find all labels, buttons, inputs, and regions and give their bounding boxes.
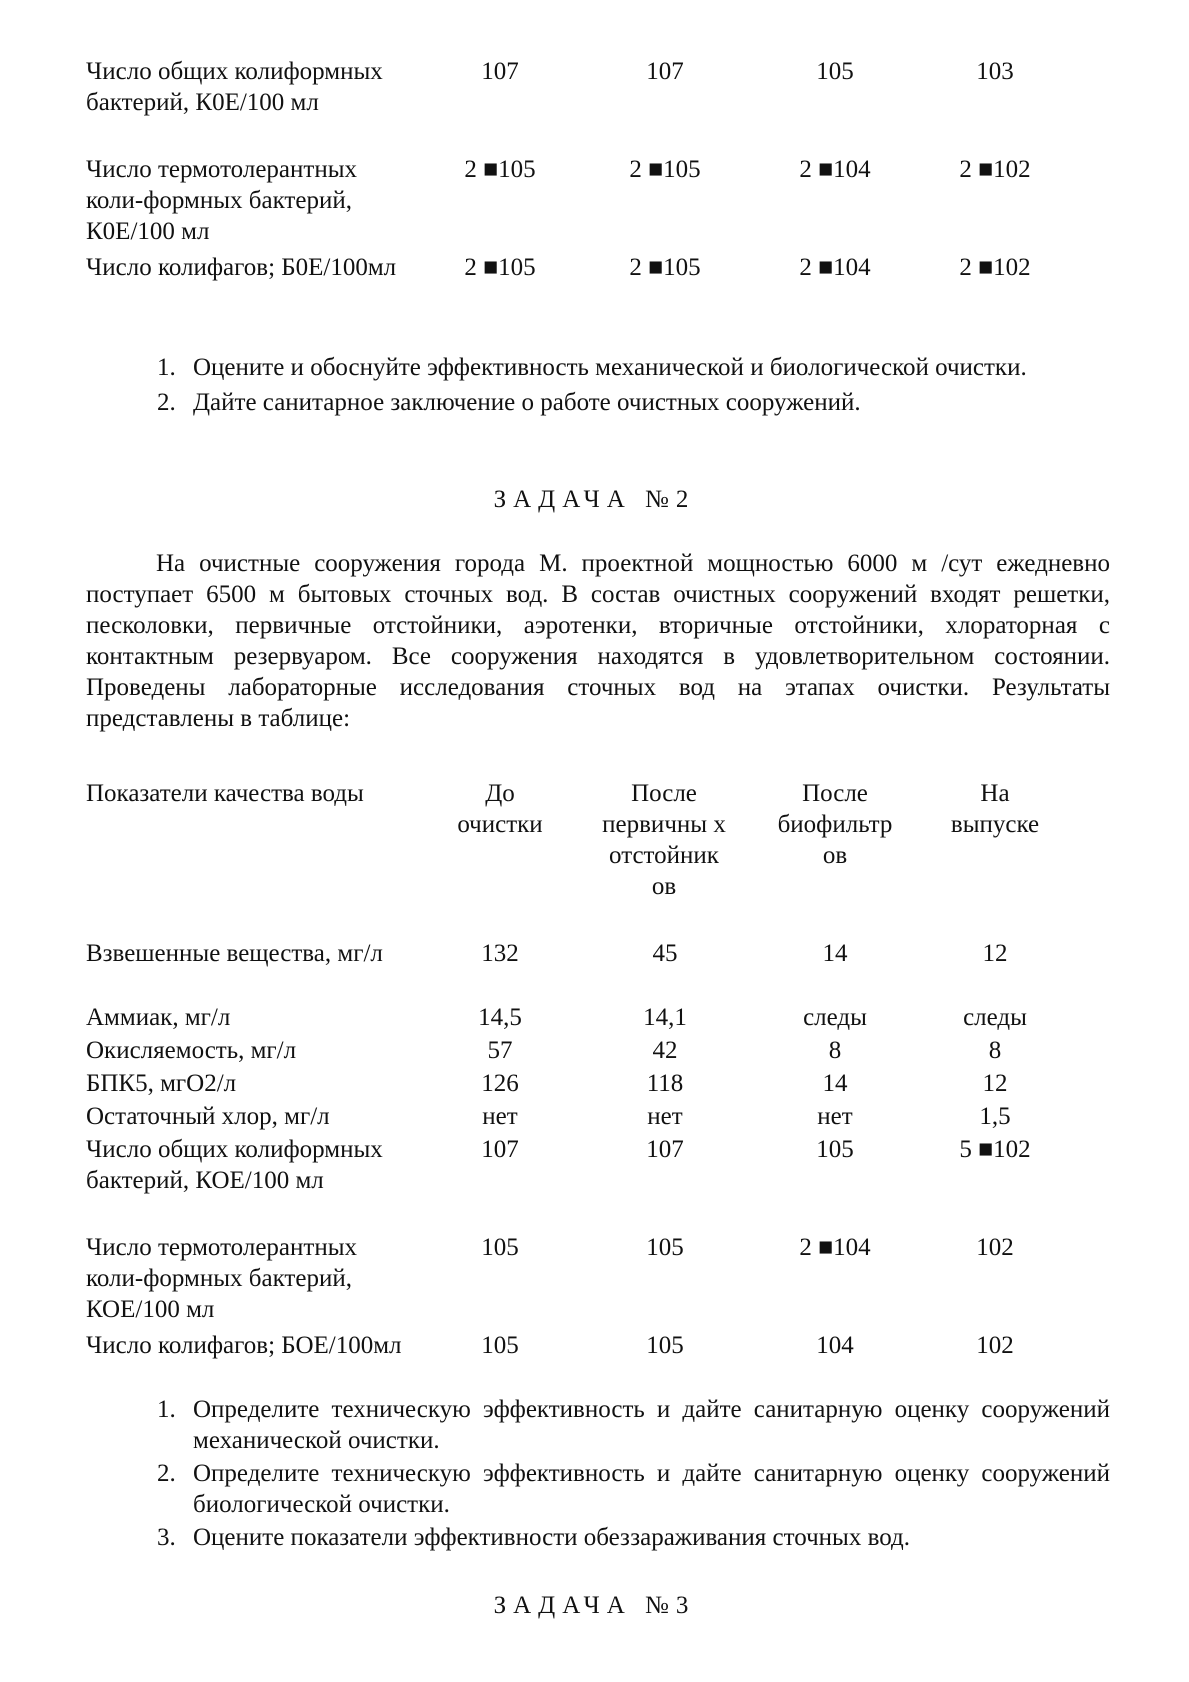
list-text: Определите техническую эффективность и дайте санитарную оценку сооружений механической очистки.	[193, 1396, 1110, 1454]
task2-heading: ЗАДАЧА №2	[493, 486, 696, 513]
row-label: Число термотолерантных коли-формных бактерий, К0Е/100 мл	[86, 156, 357, 245]
row-label: Число термотолерантных коли-формных бактерий, КОЕ/100 мл	[86, 1234, 357, 1323]
row-label: Взвешенные вещества, мг/л	[86, 940, 383, 967]
table-cell: следы	[803, 1004, 867, 1031]
list-text: Определите техническую эффективность и дайте санитарную оценку сооружений биологической очистки.	[193, 1460, 1110, 1518]
column-header: После биофильтр ов	[777, 780, 893, 869]
row-label: Аммиак, мг/л	[86, 1004, 231, 1031]
task3-heading: ЗАДАЧА №3	[493, 1592, 696, 1619]
table-cell: 105	[816, 1136, 854, 1163]
table-cell: 107	[646, 1136, 684, 1163]
task2-paragraph: На очистные сооружения города М. проектной мощностью 6000 м /сут ежедневно поступает 6500 м бытовых сточных вод. В состав очистных сооружений входят решетки, песколовки, первичные отстойники, аэротенки, вторичные отстойники, хлораторная с контактным резервуаром. Все сооружения находятся в удовлетворительном состоянии. Проведены лабораторные исследования сточных вод на этапах очистки. Результаты представлены в таблице:	[86, 550, 1110, 732]
table-cell: 14,1	[643, 1004, 687, 1031]
table-cell: 2 ■104	[799, 156, 871, 183]
list-number: 3.	[157, 1524, 176, 1551]
table-cell: 105	[646, 1234, 684, 1261]
table-cell: нет	[817, 1103, 853, 1130]
table-cell: 107	[481, 58, 519, 85]
table-cell: 105	[816, 58, 854, 85]
list-number: 2.	[157, 1460, 176, 1487]
table-cell: 105	[481, 1234, 519, 1261]
column-header: Показатели качества воды	[86, 780, 364, 807]
list-number: 1.	[157, 1396, 176, 1423]
list-number: 1.	[157, 354, 176, 381]
table-cell: 132	[481, 940, 519, 967]
table-cell: 8	[828, 1037, 842, 1064]
row-label: Окисляемость, мг/л	[86, 1037, 297, 1064]
table-cell: 2 ■105	[629, 156, 701, 183]
row-label: Число общих колиформных бактерий, КОЕ/100 мл	[86, 1136, 383, 1194]
table-cell: 2 ■104	[799, 254, 871, 281]
table-cell: 107	[646, 58, 684, 85]
list-number: 2.	[157, 389, 176, 416]
table-cell: 102	[976, 1332, 1014, 1359]
list-text: Оцените и обоснуйте эффективность механической и биологической очистки.	[193, 354, 1027, 381]
questions-list-2	[150, 1394, 1110, 1553]
table-cell: 5 ■102	[959, 1136, 1031, 1163]
list-item	[150, 1522, 1110, 1553]
table-cell: 118	[646, 1070, 684, 1097]
table-cell: 2 ■102	[959, 156, 1031, 183]
table-cell: 2 ■104	[799, 1234, 871, 1261]
table-cell: 105	[646, 1332, 684, 1359]
table-cell: 2 ■102	[959, 254, 1031, 281]
row-label: Число колифагов; БОЕ/100мл	[86, 1332, 402, 1359]
table-cell: следы	[963, 1004, 1027, 1031]
table-cell: 14	[822, 1070, 848, 1097]
table-cell: нет	[482, 1103, 518, 1130]
table-cell: 2 ■105	[464, 254, 536, 281]
table-cell: 8	[988, 1037, 1002, 1064]
row-label: Число колифагов; Б0Е/100мл	[86, 254, 397, 281]
table-cell: 126	[481, 1070, 519, 1097]
list-item	[150, 1458, 1110, 1520]
column-header: На выпуске	[950, 780, 1040, 838]
table-cell: 12	[982, 1070, 1008, 1097]
table-cell: 104	[816, 1332, 854, 1359]
table-cell: 12	[982, 940, 1008, 967]
list-text: Оцените показатели эффективности обеззараживания сточных вод.	[193, 1524, 910, 1551]
table-cell: 57	[487, 1037, 513, 1064]
list-item	[150, 387, 1110, 418]
table-cell: 107	[481, 1136, 519, 1163]
table-cell: 1,5	[979, 1103, 1011, 1130]
row-label: Остаточный хлор, мг/л	[86, 1103, 330, 1130]
row-label: БПК5, мгО2/л	[86, 1070, 237, 1097]
table-cell: 2 ■105	[629, 254, 701, 281]
table-cell: 102	[976, 1234, 1014, 1261]
column-header: После первичны х отстойник ов	[602, 780, 726, 900]
table-cell: 14,5	[478, 1004, 522, 1031]
table-cell: 105	[481, 1332, 519, 1359]
table-cell: 14	[822, 940, 848, 967]
list-text: Дайте санитарное заключение о работе очистных сооружений.	[193, 389, 861, 416]
table-cell: 42	[652, 1037, 678, 1064]
list-item	[150, 352, 1110, 383]
table-cell: 103	[976, 58, 1014, 85]
table-cell: 45	[652, 940, 678, 967]
table-cell: 2 ■105	[464, 156, 536, 183]
column-header: До очистки	[457, 780, 543, 838]
list-item	[150, 1394, 1110, 1456]
questions-list-1	[150, 352, 1110, 418]
table-cell: нет	[647, 1103, 683, 1130]
row-label: Число общих колиформных бактерий, К0Е/100 мл	[86, 58, 383, 116]
